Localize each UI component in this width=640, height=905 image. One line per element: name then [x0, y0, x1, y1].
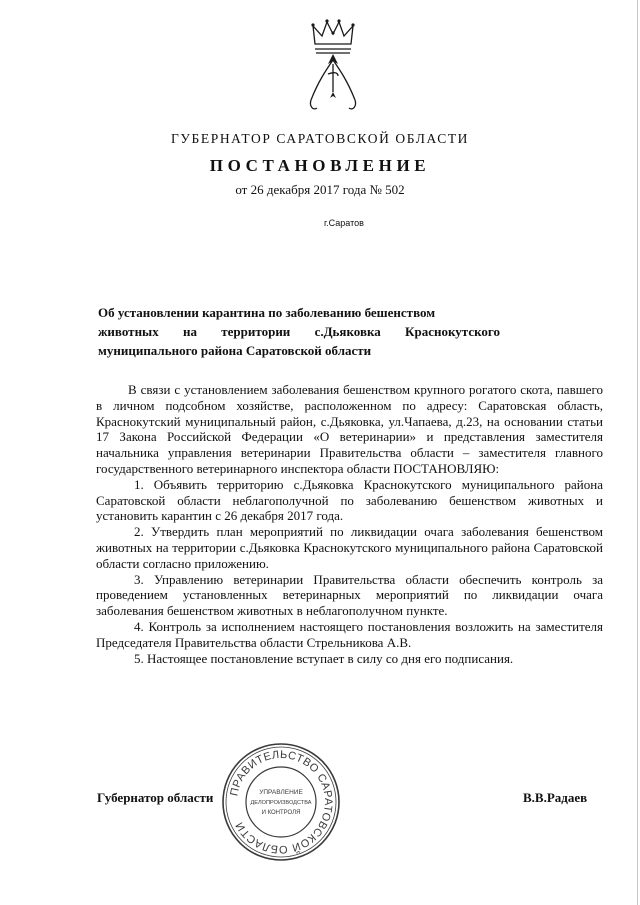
document-type-title: ПОСТАНОВЛЕНИЕ: [209, 156, 431, 175]
decree-item-4: 4. Контроль за исполнением настоящего постановления возложить на заместителя Председателя Правительства области Стрельникова А.В.: [96, 618, 603, 650]
stamp-inner-line-1: УПРАВЛЕНИЕ: [259, 789, 303, 796]
decree-item-5: 5. Настоящее постановление вступает в силу со дня его подписания.: [134, 650, 514, 666]
saratov-coat-of-arms-icon: [300, 14, 366, 118]
stamp-outer-text: ПРАВИТЕЛЬСТВО САРАТОВСКОЙ ОБЛАСТИ: [228, 748, 335, 856]
issuing-authority: ГУБЕРНАТОР САРАТОВСКОЙ ОБЛАСТИ: [170, 131, 470, 146]
decree-item-2: 2. Утвердить план мероприятий по ликвидации очага заболевания бешенством животных на территории с.Дьяковка Краснокутского муниципального района Саратовской области согласно приложению.: [96, 524, 603, 571]
stamp-inner-line-3: И КОНТРОЛЯ: [261, 810, 301, 816]
signer-name: В.В.Радаев: [523, 790, 588, 805]
subject-line-3: муниципального района Саратовской области: [98, 343, 372, 358]
issue-place: г.Саратов: [324, 218, 364, 228]
decree-subject: [98, 303, 500, 360]
official-stamp: [219, 740, 343, 864]
subject-line-2: животных на территории с.Дьяковка Краснокутского: [98, 324, 500, 339]
stamp-inner-line-2: ДЕЛОПРОИЗВОДСТВА: [250, 800, 312, 806]
signer-position: Губернатор области: [97, 790, 214, 805]
decree-body: [96, 382, 603, 666]
decree-item-1: 1. Объявить территорию с.Дьяковка Краснокутского муниципального района Саратовской области неблагополучной по заболеванию бешенством животных и установить карантин с 26 декабря 2017 года.: [96, 476, 603, 524]
preamble-paragraph: В связи с установлением заболевания бешенством крупного рогатого скота, павшего в личном подсобном хозяйстве, расположенном по адресу: Саратовская область, Краснокутский муниципальный район, с.Дьяковка, ул.Чапаева, д.23, на основании статьи 17 Закона Российской Федерации «О ветеринарии» и представления заместителя начальника управления ветеринарии Правительства области – заместителя главного государственного ветеринарного инспектора области ПОСТАНОВЛЯЮ:: [96, 382, 603, 476]
decree-item-3: 3. Управлению ветеринарии Правительства области обеспечить контроль за проведением установленных ветеринарных мероприятий по ликвидации очага заболевания бешенством животных в неблагополучном пункте.: [96, 571, 603, 619]
decree-date-number: от 26 декабря 2017 года № 502: [235, 182, 405, 197]
subject-line-1: Об установлении карантина по заболеванию бешенством: [98, 305, 436, 320]
